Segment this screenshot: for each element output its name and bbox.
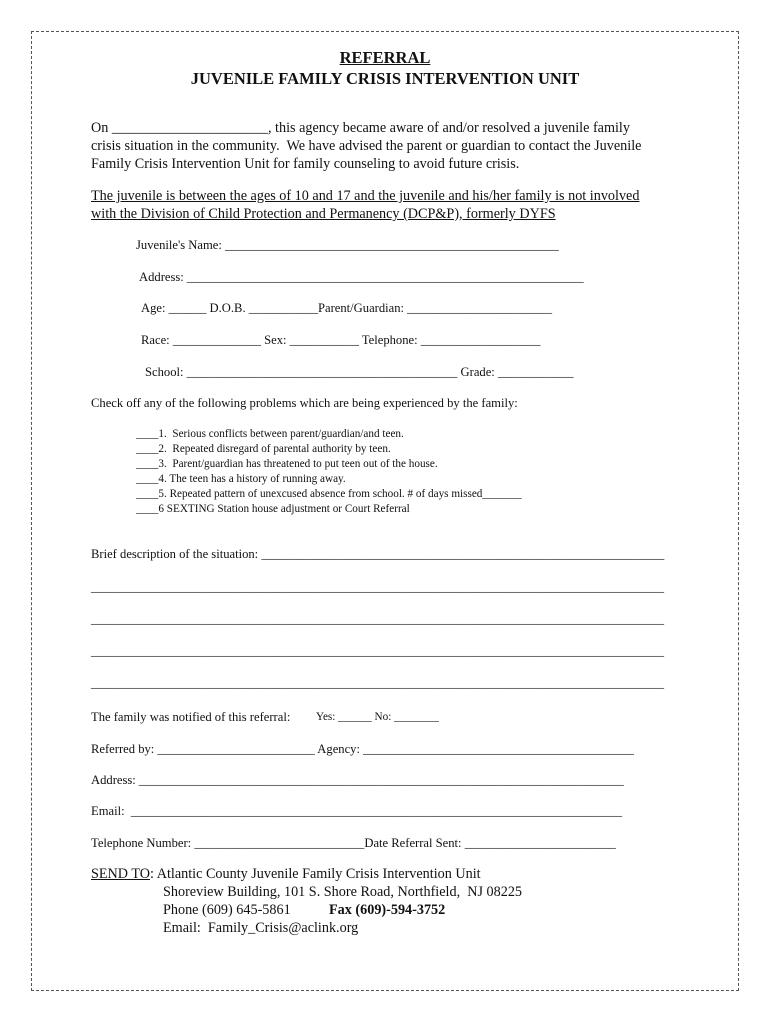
send-to-fax: Fax (609)-594-3752 <box>329 902 446 918</box>
intro-line-1: On ______________________, this agency became aware of and/or resolved a juvenile family <box>91 120 630 136</box>
problem-item-5[interactable]: ____5. Repeated pattern of unexcused absence from school. # of days missed_______ <box>136 488 522 500</box>
eligibility-line-1: The juvenile is between the ages of 10 and 17 and the juvenile and his/her family is not involved <box>91 188 640 204</box>
referral-address-field[interactable]: Address: _____________________________________________________________________________ <box>91 773 624 787</box>
description-line[interactable]: ___________________________________________________________________________________________ <box>91 612 665 626</box>
problem-item-6[interactable]: ____6 SEXTING Station house adjustment or Court Referral <box>136 503 410 515</box>
race-sex-telephone-row[interactable]: Race: ______________ Sex: ___________ Telephone: ___________________ <box>141 333 541 347</box>
problems-heading: Check off any of the following problems which are being experienced by the family: <box>91 396 518 410</box>
notification-label: The family was notified of this referral: <box>91 710 291 724</box>
description-label[interactable]: Brief description of the situation: ________________________________________________________________ <box>91 547 665 561</box>
notification-options[interactable]: Yes: ______ No: ________ <box>316 711 439 723</box>
problem-item-1[interactable]: ____1. Serious conflicts between parent/guardian/and teen. <box>136 428 404 440</box>
problem-item-4[interactable]: ____4. The teen has a history of running away. <box>136 473 346 485</box>
problem-item-2[interactable]: ____2. Repeated disregard of parental authority by teen. <box>136 443 391 455</box>
intro-line-3: Family Crisis Intervention Unit for family counseling to avoid future crisis. <box>91 156 520 172</box>
juvenile-name-field[interactable]: Juvenile's Name: _____________________________________________________ <box>136 238 559 252</box>
send-to-recipient: : Atlantic County Juvenile Family Crisis Intervention Unit <box>150 866 481 882</box>
description-line[interactable]: ___________________________________________________________________________________________ <box>91 676 665 690</box>
address-field[interactable]: Address: _______________________________________________________________ <box>139 270 584 284</box>
send-to-line-1 <box>91 866 481 883</box>
referral-email-field[interactable]: Email: ______________________________________________________________________________ <box>91 804 623 818</box>
age-dob-parent-row[interactable]: Age: ______ D.O.B. ___________Parent/Guardian: _______________________ <box>141 301 553 315</box>
telephone-date-row[interactable]: Telephone Number: ___________________________Date Referral Sent: ________________________ <box>91 836 616 850</box>
description-line[interactable]: ___________________________________________________________________________________________ <box>91 644 665 658</box>
form-title: REFERRAL <box>339 48 431 67</box>
send-to-phone: Phone (609) 645-5861 <box>163 902 291 918</box>
send-to-email[interactable]: Email: Family_Crisis@aclink.org <box>163 920 359 936</box>
form-subtitle: JUVENILE FAMILY CRISIS INTERVENTION UNIT <box>190 69 580 88</box>
problem-item-3[interactable]: ____3. Parent/guardian has threatened to put teen out of the house. <box>136 458 438 470</box>
intro-line-2: crisis situation in the community. We have advised the parent or guardian to contact the Juvenile <box>91 138 642 154</box>
description-line[interactable]: ___________________________________________________________________________________________ <box>91 580 665 594</box>
school-grade-row[interactable]: School: ___________________________________________ Grade: ____________ <box>145 365 574 379</box>
send-to-address: Shoreview Building, 101 S. Shore Road, Northfield, NJ 08225 <box>163 884 523 900</box>
eligibility-line-2: with the Division of Child Protection and Permanency (DCP&P), formerly DYFS <box>91 206 556 222</box>
referred-by-agency-row[interactable]: Referred by: _________________________ Agency: ___________________________________________ <box>91 742 634 756</box>
send-to-label: SEND TO <box>91 866 150 882</box>
